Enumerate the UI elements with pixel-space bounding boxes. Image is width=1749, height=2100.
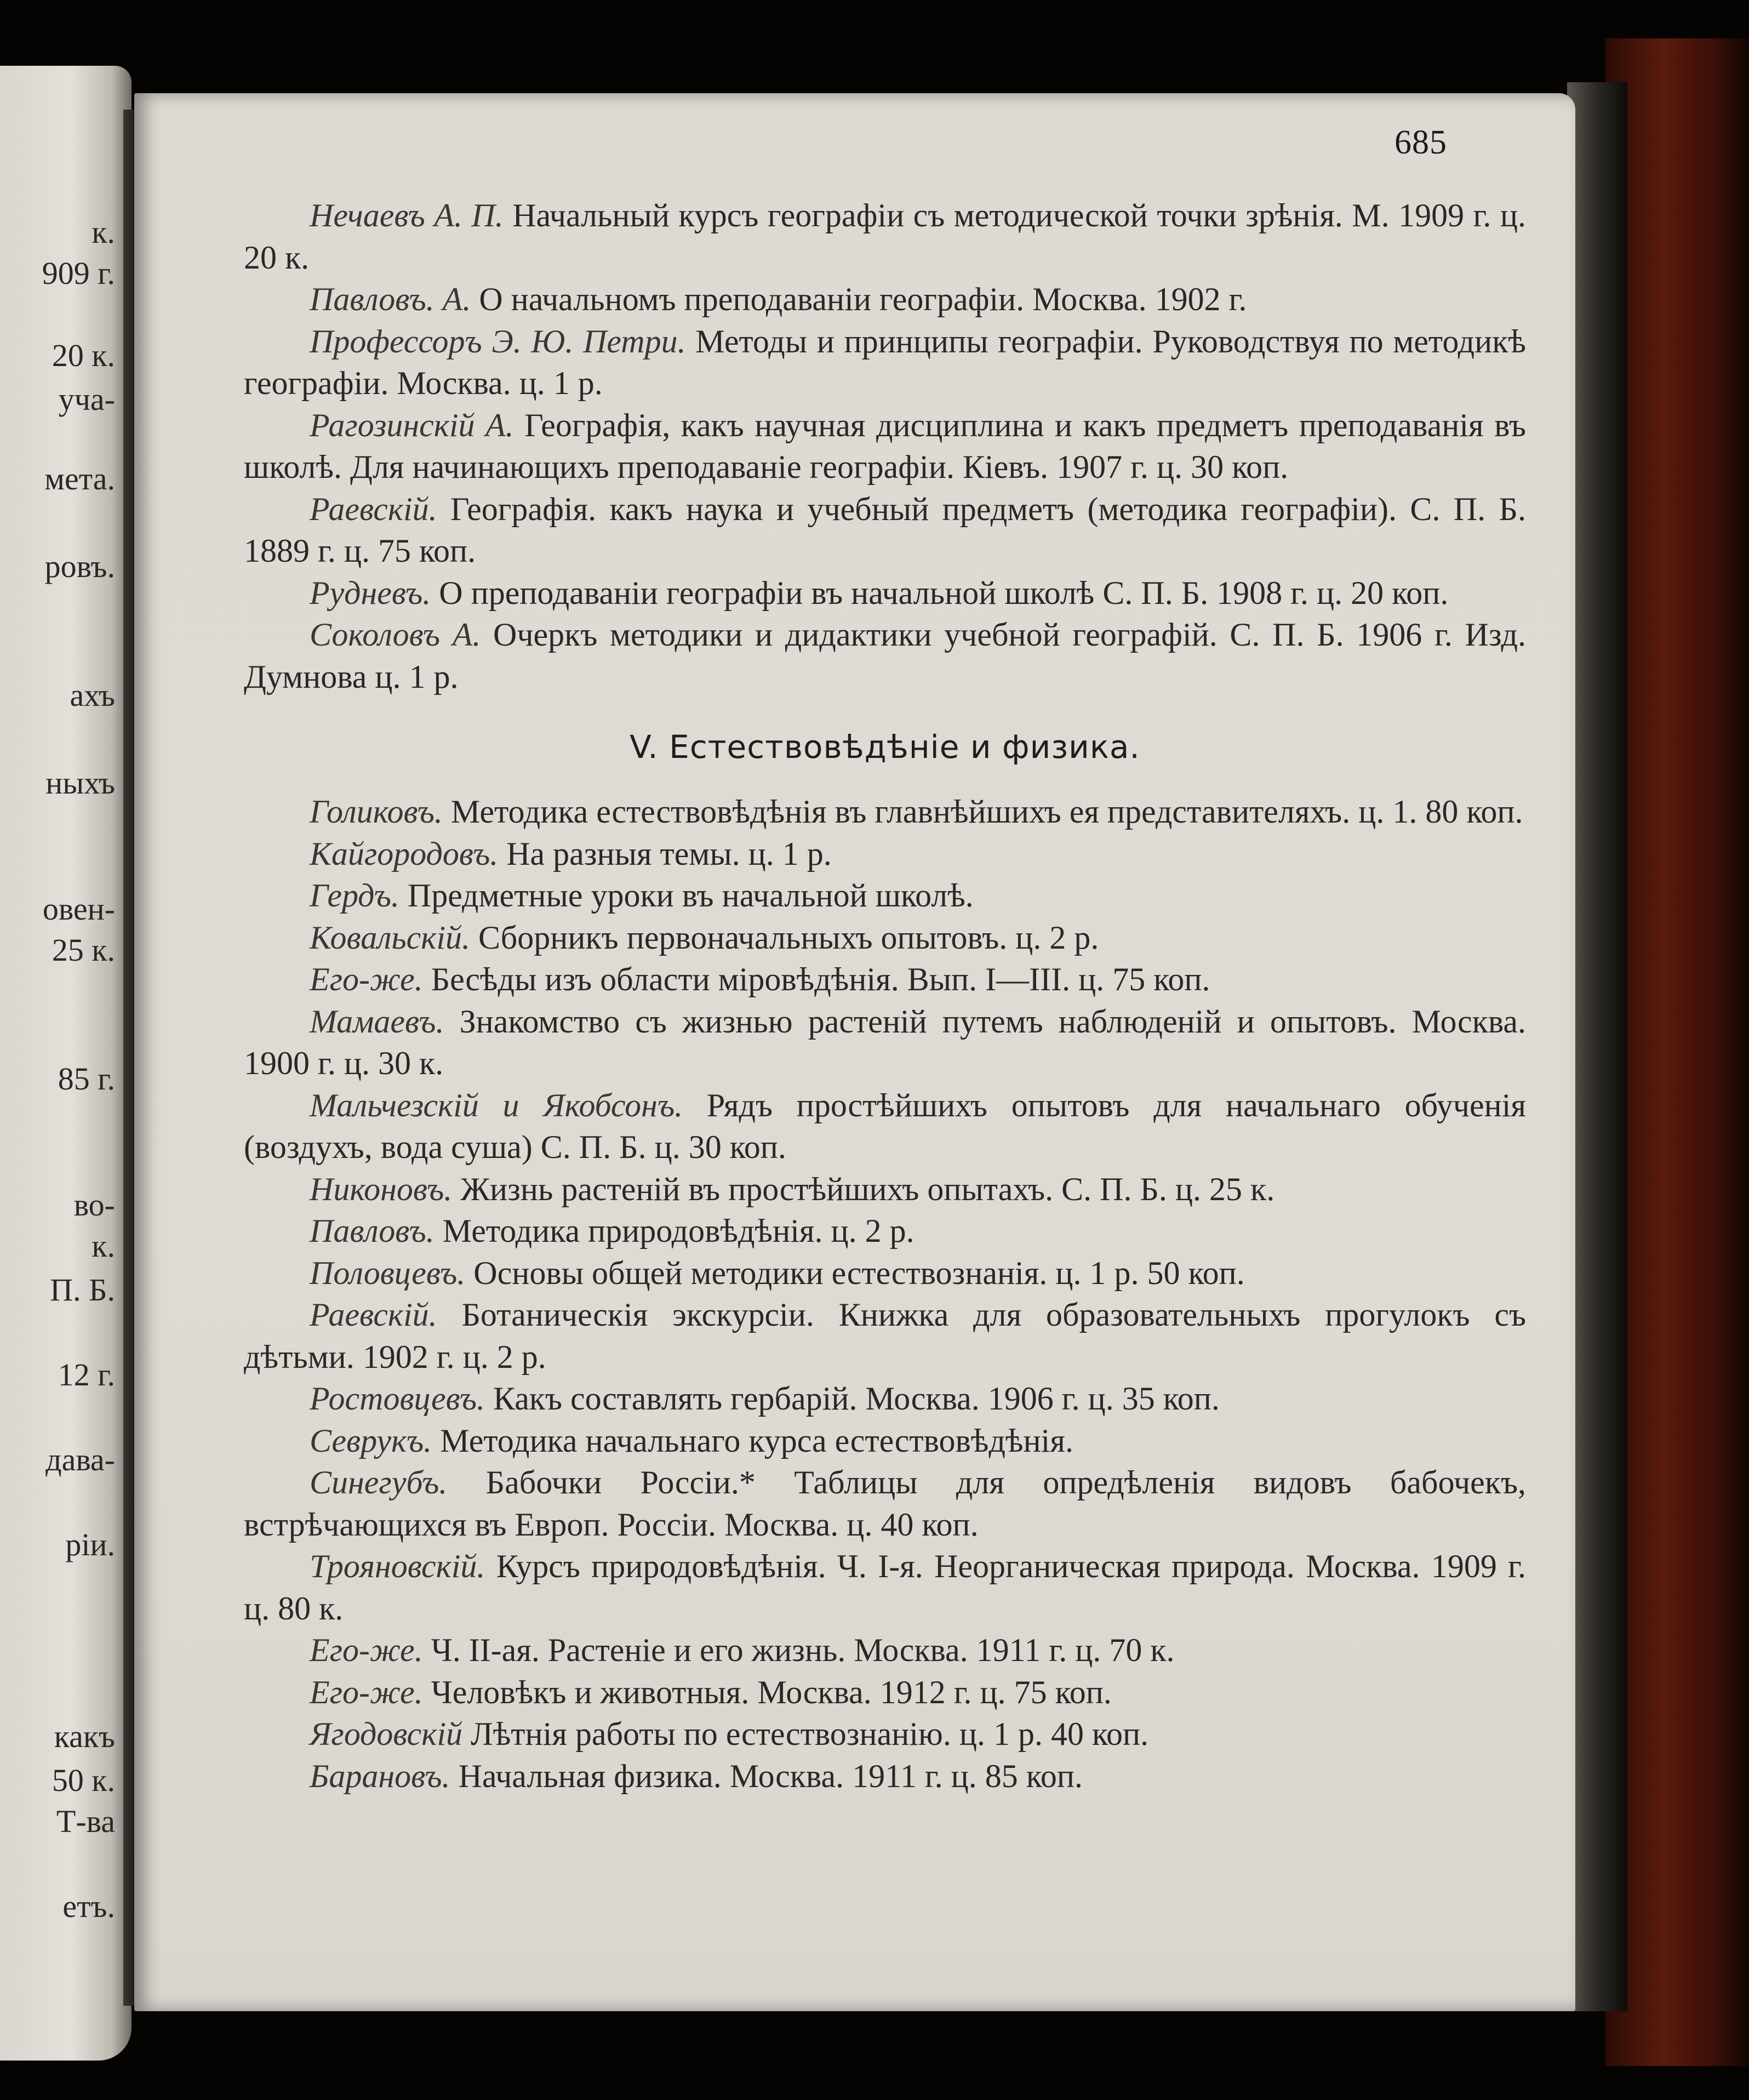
left-facing-page: [0, 66, 132, 2061]
entry-author: Барановъ.: [310, 1757, 450, 1794]
entry-author: Синегубъ.: [310, 1464, 448, 1500]
entry-text: Ботаническія экскурсіи. Книжка для образовательныхъ прогулокъ съ дѣтьми. 1902 г. ц. 2 р.: [244, 1297, 1526, 1375]
entry-text: Предметные уроки въ начальной школѣ.: [399, 877, 974, 914]
bibliography-entry: [244, 321, 1526, 404]
left-page-fragment: во-: [73, 1187, 115, 1223]
entry-author: Его-же.: [310, 961, 423, 997]
bibliography-entry: [244, 1545, 1526, 1629]
entry-author: Трояновскій.: [310, 1548, 485, 1584]
left-page-fragment: овен-: [42, 891, 115, 927]
entry-text: Основы общей методики естествознанія. ц. 1 р. 50 коп.: [465, 1254, 1245, 1291]
entry-text: Очеркъ методики и дидактики учебной географій. С. П. Б. 1906 г. Изд. Думнова ц. 1 р.: [244, 617, 1526, 695]
bibliography-entry: [244, 1420, 1526, 1462]
left-page-fragment: 20 к.: [52, 338, 115, 373]
entry-text: Начальная физика. Москва. 1911 г. ц. 85 коп.: [450, 1757, 1083, 1794]
left-page-fragment: к.: [92, 214, 115, 250]
entry-author: Мальчезскій и Якобсонъ.: [310, 1087, 683, 1123]
bibliography-entry: [244, 572, 1526, 614]
entry-text: Знакомство съ жизнью растеній путемъ наблюденій и опытовъ. Москва. 1900 г. ц. 30 к.: [244, 1003, 1526, 1081]
entry-text: Методика естествовѣдѣнія въ главнѣйшихъ ея представителяхъ. ц. 1. 80 коп.: [442, 794, 1523, 830]
left-page-fragment: етъ.: [62, 1888, 115, 1924]
entry-author: Павловъ.: [310, 1213, 435, 1249]
entry-author: Ковальскій.: [310, 919, 471, 956]
entry-text: Географія, какъ научная дисциплина и какъ предметъ преподаванія въ школѣ. Для начинающихъ преподаваніе географіи. Кіевъ. 1907 г. ц. 30 коп.: [244, 407, 1526, 485]
entry-text: Ч. II-ая. Растеніе и его жизнь. Москва. 1911 г. ц. 70 к.: [422, 1632, 1175, 1668]
entry-text: Лѣтнія работы по естествознанію. ц. 1 р. 40 коп.: [462, 1716, 1149, 1752]
entry-text: Курсъ природовѣдѣнія. Ч. I-я. Неорганическая природа. Москва. 1909 г. ц. 80 к.: [244, 1548, 1526, 1627]
bibliography-entry: [244, 917, 1526, 959]
entry-author: Рудневъ.: [310, 574, 431, 611]
entry-text: Методы и принципы географіи. Руководствуя по методикѣ географіи. Москва. ц. 1 р.: [244, 323, 1526, 401]
entry-text: Человѣкъ и животныя. Москва. 1912 г. ц. 75 коп.: [422, 1674, 1112, 1710]
entry-author: Павловъ. А.: [310, 281, 471, 317]
bibliography-entry: [244, 1085, 1526, 1168]
left-page-fragment: мета.: [44, 461, 115, 497]
bibliography-entry: [244, 791, 1526, 833]
bibliography-entry: [244, 1671, 1526, 1714]
bibliography-entry: [244, 1168, 1526, 1211]
entry-author: Раевскій.: [310, 1297, 437, 1333]
entry-text: Бабочки Россіи.* Таблицы для опредѣленія видовъ бабочекъ, встрѣчающихся въ Европ. Россіи. Москва. ц. 40 коп.: [244, 1464, 1526, 1543]
left-page-fragment: ріи.: [65, 1527, 115, 1562]
left-page-fragment: уча-: [58, 381, 115, 417]
bibliography-entry: [244, 1252, 1526, 1294]
bibliography-entry: [244, 1713, 1526, 1755]
entry-text: Географія. какъ наука и учебный предметъ (методика географіи). С. П. Б. 1889 г. ц. 75 коп.: [244, 490, 1526, 569]
entry-author: Профессоръ Э. Ю. Петри.: [310, 323, 686, 359]
page-content: [244, 195, 1526, 1797]
bibliography-entry: [244, 278, 1526, 321]
entry-author: Раевскій.: [310, 490, 437, 527]
page-number: 685: [1394, 124, 1447, 161]
entry-author: Кайгородовъ.: [310, 835, 499, 872]
section-heading: V. Естествовѣдѣніе и физика.: [630, 728, 1140, 766]
bibliography-entry: [244, 1294, 1526, 1378]
entry-text: Методика природовѣдѣнія. ц. 2 р.: [434, 1213, 914, 1249]
left-page-fragment: 25 к.: [52, 932, 115, 968]
left-page-fragment: к.: [92, 1228, 115, 1264]
entry-text: Какъ составлять гербарій. Москва. 1906 г. ц. 35 коп.: [485, 1380, 1220, 1417]
bibliography-entry: [244, 1755, 1526, 1797]
bibliography-entry: [244, 195, 1526, 278]
bibliography-entry: [244, 1629, 1526, 1671]
left-page-fragment: Т-ва: [56, 1804, 115, 1839]
left-page-fragment: дава-: [45, 1442, 115, 1477]
bibliography-entry: [244, 614, 1526, 698]
entry-text: Рядъ простѣйшихъ опытовъ для начальнаго обученія (воздухъ, вода суша) С. П. Б. ц. 30 коп.: [244, 1087, 1526, 1165]
book-page: [134, 93, 1575, 2011]
left-page-fragment: какъ: [54, 1719, 115, 1754]
entry-author: Рагозинскій А.: [310, 407, 514, 443]
left-page-fragment: 12 г.: [58, 1357, 115, 1393]
entry-author: Голиковъ.: [310, 794, 443, 830]
entry-author: Нечаевъ А. П.: [310, 197, 504, 233]
bibliography-entry: [244, 833, 1526, 875]
bibliography-entry: [244, 1378, 1526, 1420]
science-bibliography: [244, 791, 1526, 1797]
entry-text: Жизнь растеній въ простѣйшихъ опытахъ. С. П. Б. ц. 25 к.: [452, 1171, 1275, 1207]
page-stack-edge: [1567, 82, 1627, 2011]
entry-text: О начальномъ преподаваніи географіи. Москва. 1902 г.: [471, 281, 1247, 317]
bibliography-entry: [244, 488, 1526, 572]
left-page-fragment: 50 к.: [52, 1762, 115, 1798]
entry-text: Сборникъ первоначальныхъ опытовъ. ц. 2 р.: [470, 919, 1099, 956]
entry-author: Ягодовскій: [310, 1716, 463, 1752]
entry-text: О преподаваніи географіи въ начальной школѣ С. П. Б. 1908 г. ц. 20 коп.: [431, 574, 1449, 611]
entry-author: Гердъ.: [310, 877, 399, 914]
left-page-fragment: 85 г.: [58, 1061, 115, 1097]
left-page-fragment: ахъ: [70, 677, 115, 713]
entry-author: Никоновъ.: [310, 1171, 453, 1207]
entry-author: Половцевъ.: [310, 1254, 466, 1291]
left-page-fragment: ровъ.: [44, 549, 115, 584]
bibliography-entry: [244, 404, 1526, 488]
left-page-fragment: ныхъ: [45, 765, 115, 801]
entry-author: Его-же.: [310, 1632, 423, 1668]
entry-author: Севрукъ.: [310, 1422, 432, 1459]
entry-author: Ростовцевъ.: [310, 1380, 485, 1417]
bibliography-entry: [244, 1210, 1526, 1252]
entry-author: Его-же.: [310, 1674, 423, 1710]
entry-author: Мамаевъ.: [310, 1003, 444, 1040]
bibliography-entry: [244, 1462, 1526, 1545]
bibliography-entry: [244, 875, 1526, 917]
entry-text: На разныя темы. ц. 1 р.: [498, 835, 832, 872]
left-page-fragment: 909 г.: [42, 255, 115, 291]
bibliography-entry: [244, 958, 1526, 1001]
entry-text: Бесѣды изъ области міровѣдѣнія. Вып. I—III. ц. 75 коп.: [422, 961, 1210, 997]
bibliography-entry: [244, 1001, 1526, 1085]
left-page-fragment: П. Б.: [50, 1272, 115, 1308]
geography-bibliography: [244, 195, 1526, 698]
entry-text: Начальный курсъ географіи съ методической точки зрѣнія. М. 1909 г. ц. 20 к.: [244, 197, 1526, 276]
entry-author: Соколовъ А.: [310, 617, 481, 653]
entry-text: Методика начальнаго курса естествовѣдѣнія.: [432, 1422, 1073, 1459]
